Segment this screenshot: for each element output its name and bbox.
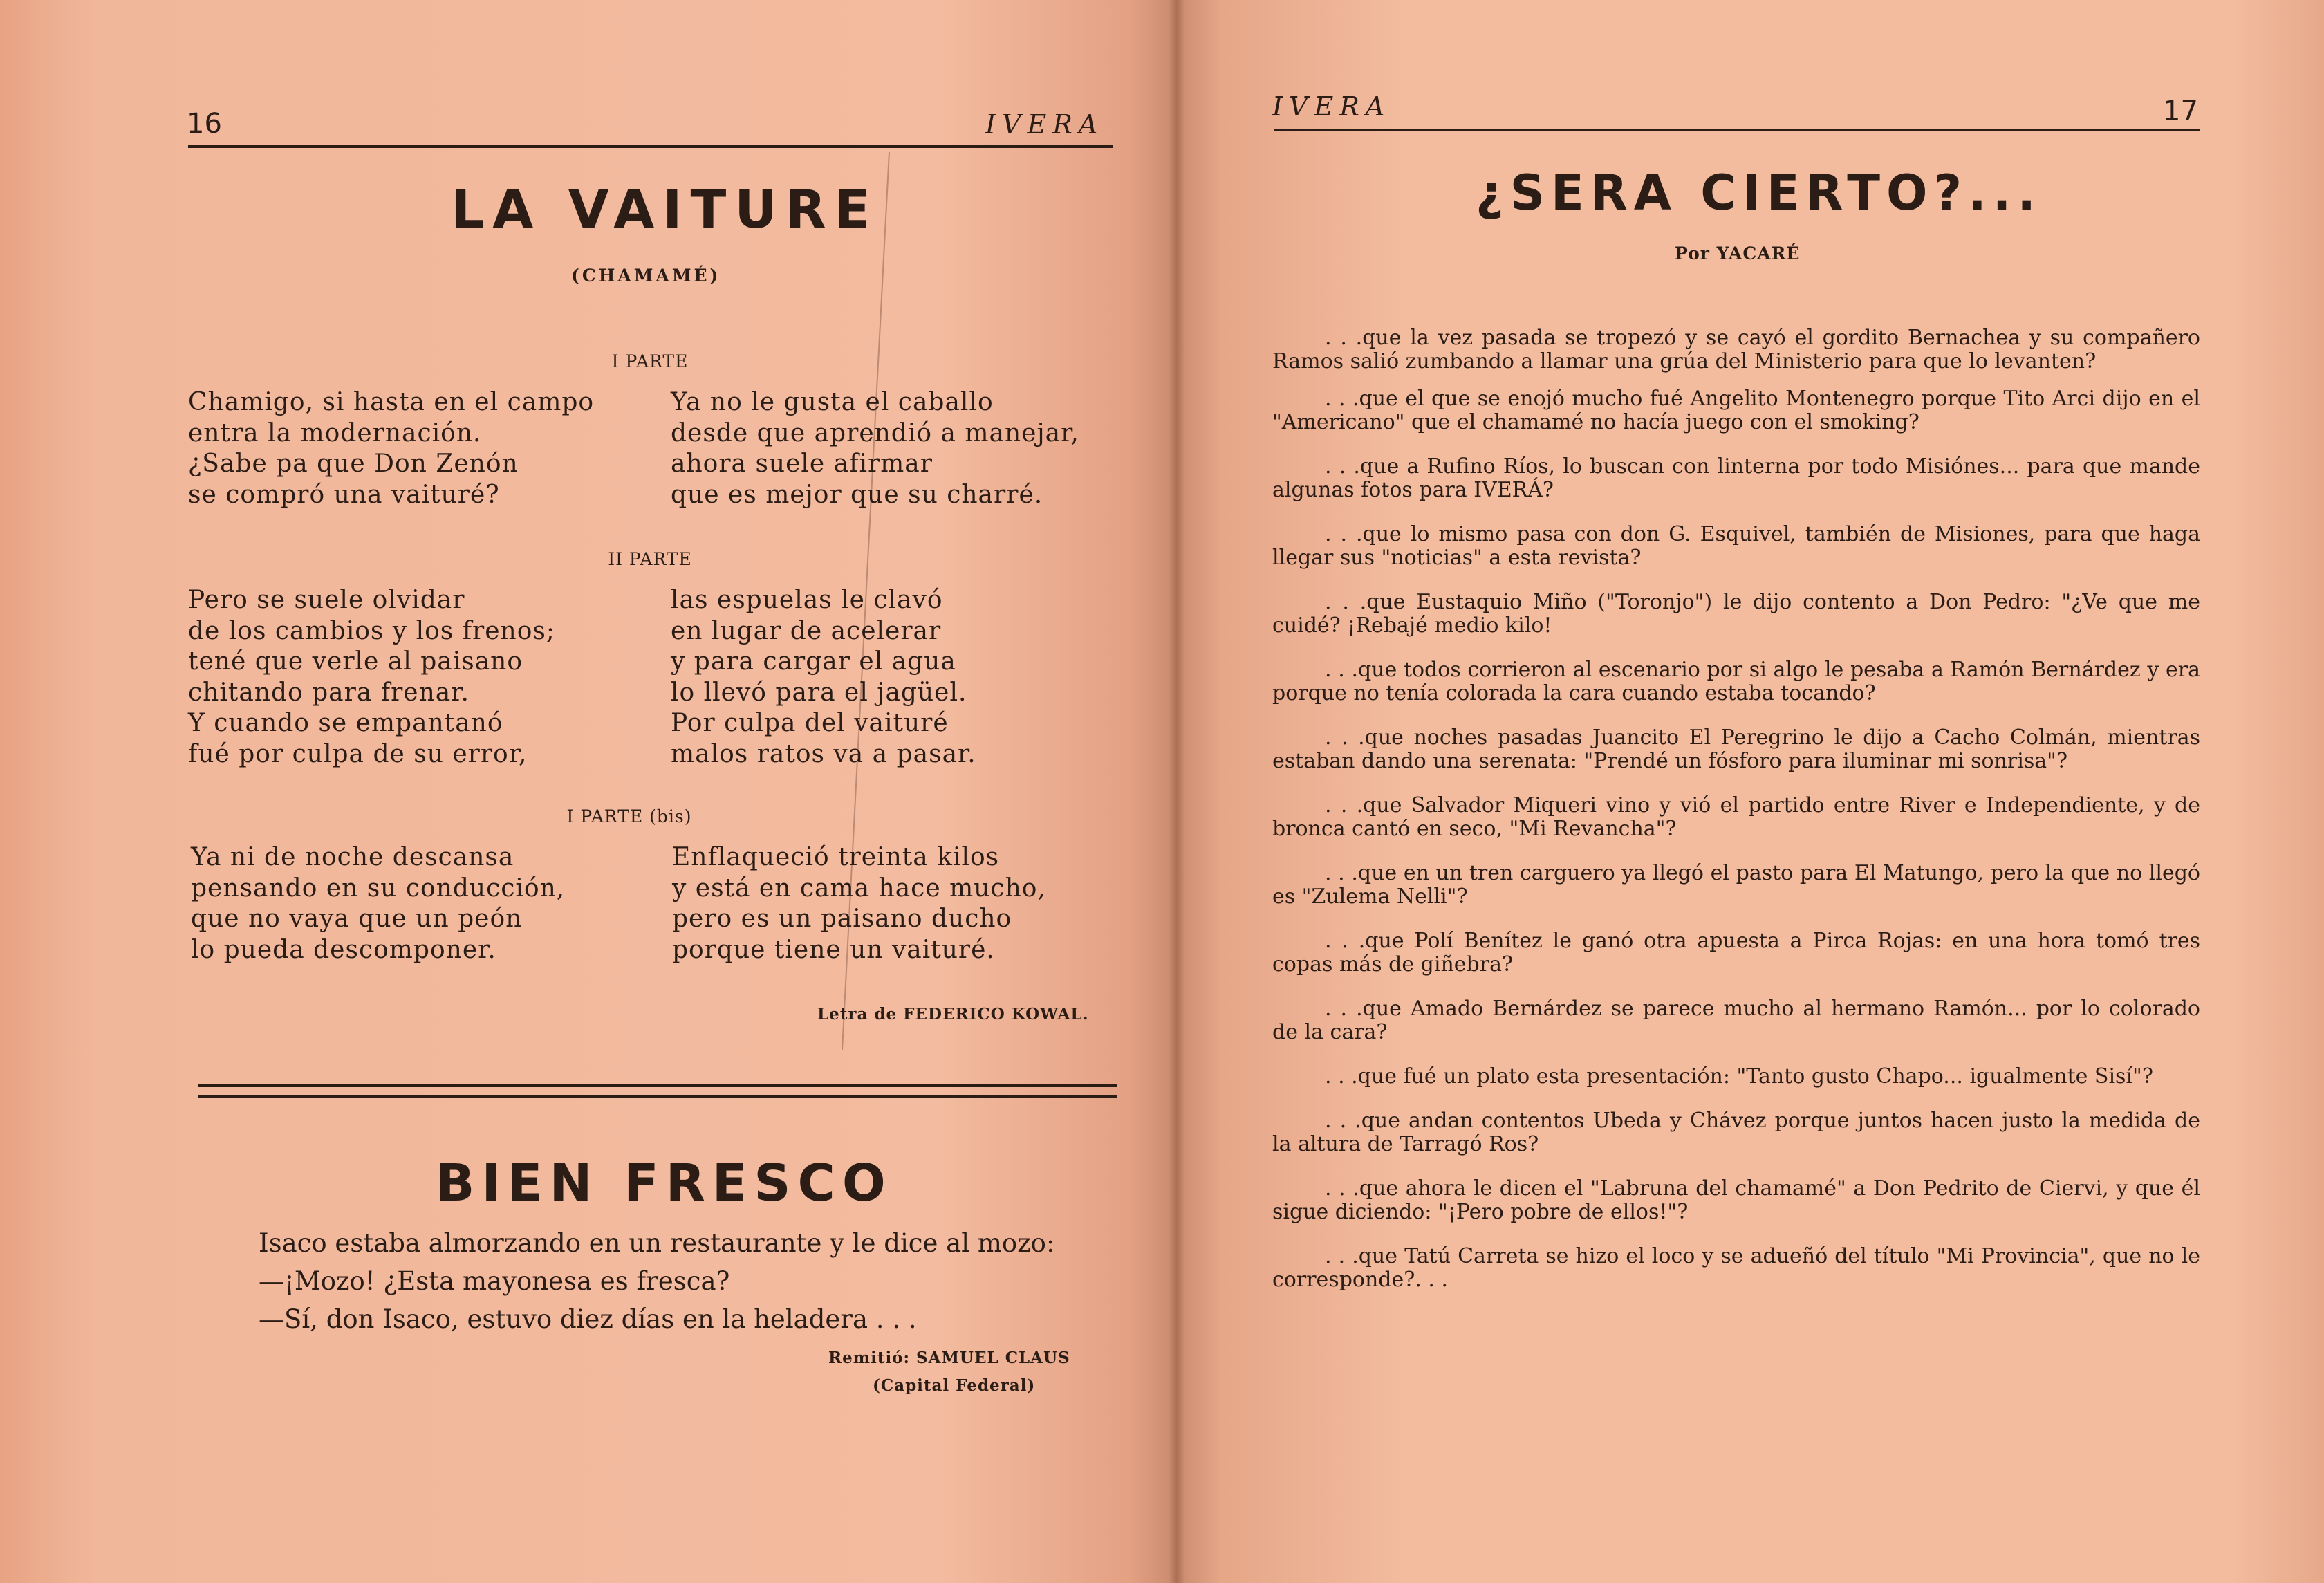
verse-line: Enflaqueció treinta kilos bbox=[672, 843, 1000, 871]
joke-line: Isaco estaba almorzando en un restaurante y le dice al mozo: bbox=[259, 1228, 1055, 1258]
stanza-1-right bbox=[671, 387, 1079, 510]
poem-credit: Letra de FEDERICO KOWAL. bbox=[817, 1005, 1089, 1024]
verse-line: malos ratos va a pasar. bbox=[671, 739, 976, 768]
rumor-item: . . .que lo mismo pasa con don G. Esquivel, también de Misiones, para que haga llegar sus "noticias" a esta revista? bbox=[1272, 522, 2200, 570]
verse-line: desde que aprendió a manejar, bbox=[671, 418, 1079, 447]
rumor-item: . . .que Tatú Carreta se hizo el loco y se adueñó del título "Mi Provincia", que no le corresponde?. . . bbox=[1272, 1244, 2200, 1292]
verse-line: que es mejor que su charré. bbox=[671, 480, 1043, 509]
rumor-item: . . .que Polí Benítez le ganó otra apuesta a Pirca Rojas: en una hora tomó tres copas más de giñebra? bbox=[1272, 929, 2200, 976]
stanza-3-right bbox=[672, 842, 1046, 965]
right-header-rule bbox=[1274, 129, 2200, 131]
joke-credit-location: (Capital Federal) bbox=[873, 1376, 1036, 1395]
stanza-1-left bbox=[188, 387, 594, 510]
right-running-head: IVERA bbox=[1272, 91, 1391, 122]
verse-line: porque tiene un vaituré. bbox=[672, 935, 995, 964]
left-running-head: IVERA bbox=[985, 109, 1104, 140]
rumor-item: . . .que el que se enojó mucho fué Angelito Montenegro porque Tito Arci dijo en el "Americano" que el chamamé no hacía juego con el smoking? bbox=[1272, 387, 2200, 434]
rumor-item: . . .que Amado Bernárdez se parece mucho al hermano Ramón... por lo colorado de la cara? bbox=[1272, 997, 2200, 1044]
right-page-number: 17 bbox=[2163, 95, 2198, 127]
section-heading-3: I PARTE (bis) bbox=[566, 806, 692, 826]
verse-line: pensando en su conducción, bbox=[191, 873, 566, 902]
verse-line: chitando para frenar. bbox=[188, 678, 470, 707]
verse-line: de los cambios y los frenos; bbox=[188, 616, 555, 645]
joke-credit: Remitió: SAMUEL CLAUS bbox=[828, 1349, 1070, 1367]
verse-line: ahora suele afirmar bbox=[671, 450, 933, 478]
rumor-list bbox=[1272, 326, 2200, 1292]
rumor-item: . . .que a Rufino Ríos, lo buscan con linterna por todo Misiónes... para que mande algunas fotos para IVERÁ? bbox=[1272, 454, 2200, 502]
verse-line: lo pueda descomponer. bbox=[191, 935, 496, 964]
verse-line: ¿Sabe pa que Don Zenón bbox=[188, 450, 519, 478]
divider-rule-top bbox=[198, 1084, 1117, 1087]
verse-line: entra la modernación. bbox=[188, 418, 482, 447]
joke-line: —Sí, don Isaco, estuvo diez días en la heladera . . . bbox=[259, 1304, 917, 1334]
rumor-item: . . .que la vez pasada se tropezó y se cayó el gordito Bernachea y su compañero Ramos salió zumbando a llamar una grúa del Ministerio para que lo levanten? bbox=[1272, 326, 2200, 373]
verse-line: fué por culpa de su error, bbox=[188, 739, 528, 768]
divider-rule-bottom bbox=[198, 1095, 1117, 1098]
rumor-item: . . .que fué un plato esta presentación: "Tanto gusto Chapo... igualmente Sisí"? bbox=[1325, 1064, 2153, 1089]
rumor-item: . . .que Salvador Miqueri vino y vió el partido entre River e Independiente, y de bronca cantó en seco, "Mi Revancha"? bbox=[1272, 793, 2200, 841]
rumor-item: . . .que andan contentos Ubeda y Chávez porque juntos hacen justo la medida de la altura de Tarragó Ros? bbox=[1272, 1109, 2200, 1156]
stanza-2-right bbox=[671, 585, 976, 770]
poem-subtitle: (CHAMAMÉ) bbox=[571, 266, 721, 286]
article-title: ¿SERA CIERTO?... bbox=[1476, 165, 2042, 221]
rumor-item: . . .que noches pasadas Juancito El Peregrino le dijo a Cacho Colmán, mientras estaban dando una serenata: "Prendé un fósforo para iluminar mi sonrisa"? bbox=[1272, 725, 2200, 773]
verse-line: Ya ni de noche descansa bbox=[191, 843, 514, 871]
verse-line: en lugar de acelerar bbox=[671, 616, 942, 645]
rumor-item: . . .que ahora le dicen el "Labruna del chamamé" a Don Pedrito de Ciervi, y que él sigue diciendo: "¡Pero pobre de ellos!"? bbox=[1272, 1176, 2200, 1224]
stanza-2-left bbox=[188, 585, 555, 770]
verse-line: lo llevó para el jagüel. bbox=[671, 678, 967, 707]
rumor-item: . . .que todos corrieron al escenario por si algo le pesaba a Ramón Bernárdez y era porque no tenía colorada la cara cuando estaba tocando? bbox=[1272, 658, 2200, 705]
rumor-item: . . .que Eustaquio Miño ("Toronjo") le dijo contento a Don Pedro: "¿Ve que me cuidé? ¡Rebajé medio kilo! bbox=[1272, 590, 2200, 638]
verse-line: Pero se suele olvidar bbox=[188, 586, 465, 614]
article-byline: Por YACARÉ bbox=[1675, 243, 1801, 263]
verse-line: pero es un paisano ducho bbox=[672, 905, 1012, 933]
joke-title: BIEN FRESCO bbox=[436, 1154, 893, 1213]
verse-line: Chamigo, si hasta en el campo bbox=[188, 388, 595, 416]
rumor-item: . . .que en un tren carguero ya llegó el pasto para El Matungo, pero la que no llegó es "Zulema Nelli"? bbox=[1272, 861, 2200, 909]
joke-body bbox=[259, 1224, 1054, 1338]
section-heading-2: II PARTE bbox=[608, 549, 692, 569]
joke-line: —¡Mozo! ¿Esta mayonesa es fresca? bbox=[259, 1266, 730, 1296]
verse-line: y para cargar el agua bbox=[671, 647, 956, 676]
verse-line: Por culpa del vaituré bbox=[671, 709, 949, 737]
verse-line: tené que verle al paisano bbox=[188, 647, 523, 676]
section-heading-1: I PARTE bbox=[611, 351, 689, 371]
poem-title: LA VAITURE bbox=[451, 178, 879, 240]
verse-line: se compró una vaituré? bbox=[188, 480, 500, 509]
verse-line: Y cuando se empantanó bbox=[188, 709, 503, 737]
verse-line: y está en cama hace mucho, bbox=[672, 873, 1046, 902]
left-page-number: 16 bbox=[187, 108, 222, 140]
verse-line: las espuelas le clavó bbox=[671, 586, 943, 614]
binding-gutter bbox=[1169, 0, 1185, 1583]
verse-line: que no vaya que un peón bbox=[191, 905, 523, 933]
left-header-rule bbox=[188, 145, 1113, 148]
stanza-3-left bbox=[191, 842, 565, 965]
verse-line: Ya no le gusta el caballo bbox=[671, 388, 994, 416]
